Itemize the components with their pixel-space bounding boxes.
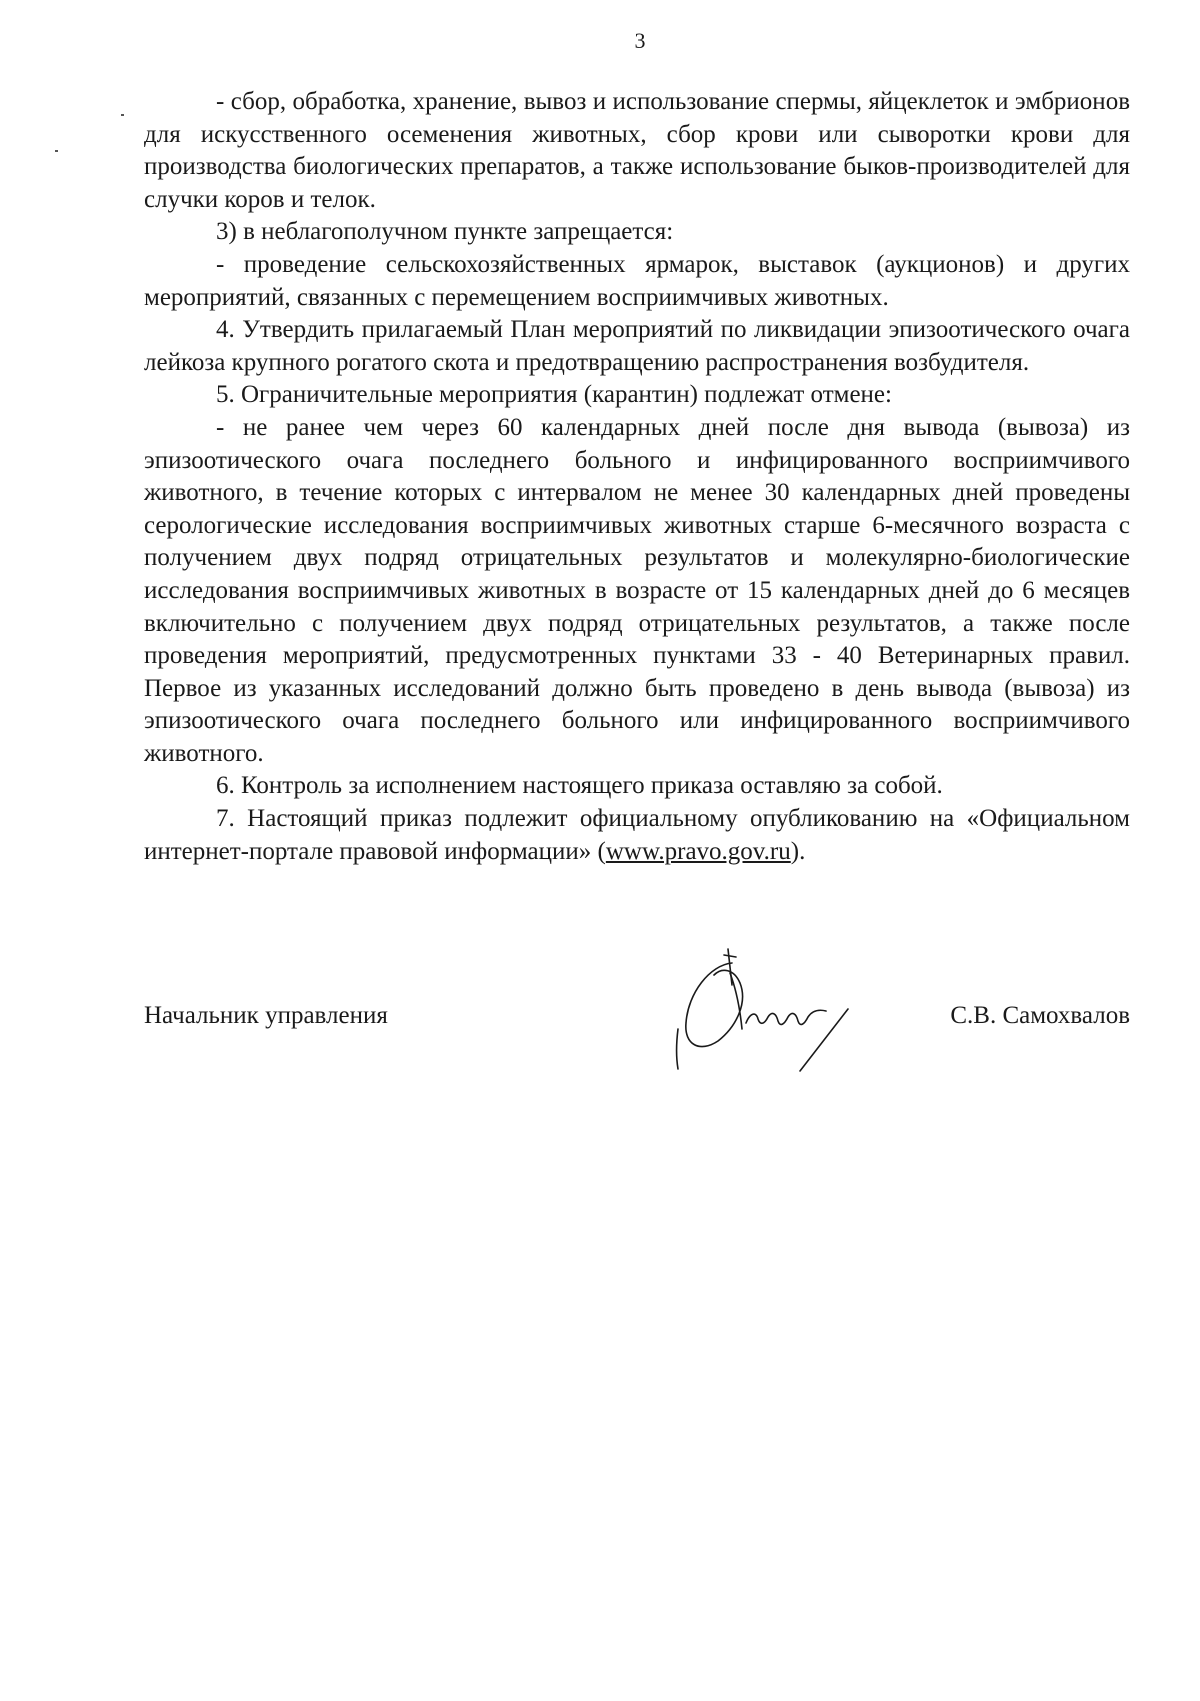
paragraph-quarantine-cancel-heading: 5. Ограничительные мероприятия (карантин) подлежат отмене: xyxy=(216,381,892,409)
paragraph-publication xyxy=(144,803,1130,868)
publication-text: 7. Настоящий приказ подлежит официальному опубликованию на «Официальном интернет-портале правовой информации» ( xyxy=(144,805,1130,865)
handwritten-signature xyxy=(670,945,870,1075)
scan-speck xyxy=(121,114,124,116)
pravo-gov-link[interactable]: www.pravo.gov.ru xyxy=(605,837,791,865)
paragraph-restrictions-heading: 3) в неблагополучном пункте запрещается: xyxy=(216,218,674,246)
paragraph-control: 6. Контроль за исполнением настоящего приказа оставляю за собой. xyxy=(216,772,943,800)
publication-text-end: ). xyxy=(790,837,806,865)
scan-speck xyxy=(55,150,58,152)
signer-position: Начальник управления xyxy=(144,1002,388,1029)
paragraph-fair-ban: - проведение сельскохозяйственных ярмарок, выставок (аукционов) и других мероприятий, связанных с перемещением восприимчивых животных. xyxy=(144,250,1130,311)
signature-block xyxy=(144,1000,1130,1040)
document-body xyxy=(144,86,1130,868)
signer-name: С.В. Самохвалов xyxy=(950,1002,1130,1029)
page-number: 3 xyxy=(634,28,646,53)
paragraph-approve-plan: 4. Утвердить прилагаемый План мероприятий по ликвидации эпизоотического очага лейкоза крупного рогатого скота и предотвращению распространения возбудителя. xyxy=(144,316,1130,376)
paragraph-collection-ban: - сбор, обработка, хранение, вывоз и использование спермы, яйцеклеток и эмбрионов для искусственного осеменения животных, сбор крови или сыворотки крови для производства биологических препаратов, а также использование быков-производителей для случки коров и телок. xyxy=(144,88,1130,213)
paragraph-quarantine-conditions: - не ранее чем через 60 календарных дней после дня вывода (вывоза) из эпизоотического очага последнего больного и инфицированного восприимчивого животного, в течение которых с интервалом не менее 30 календарных дней проведены серологические исследования восприимчивых животных старше 6-месячного возраста с получением двух подряд отрицательных результатов и молекулярно-биологические исследования восприимчивых животных в возрасте от 15 календарных дней до 6 месяцев включительно с получением двух подряд отрицательных результатов, а также после проведения мероприятий, предусмотренных пунктами 33 - 40 Ветеринарных правил. Первое из указанных исследований должно быть проведено в день вывода (вывоза) из эпизоотического очага последнего больного или инфицированного восприимчивого животного. xyxy=(144,413,1130,767)
